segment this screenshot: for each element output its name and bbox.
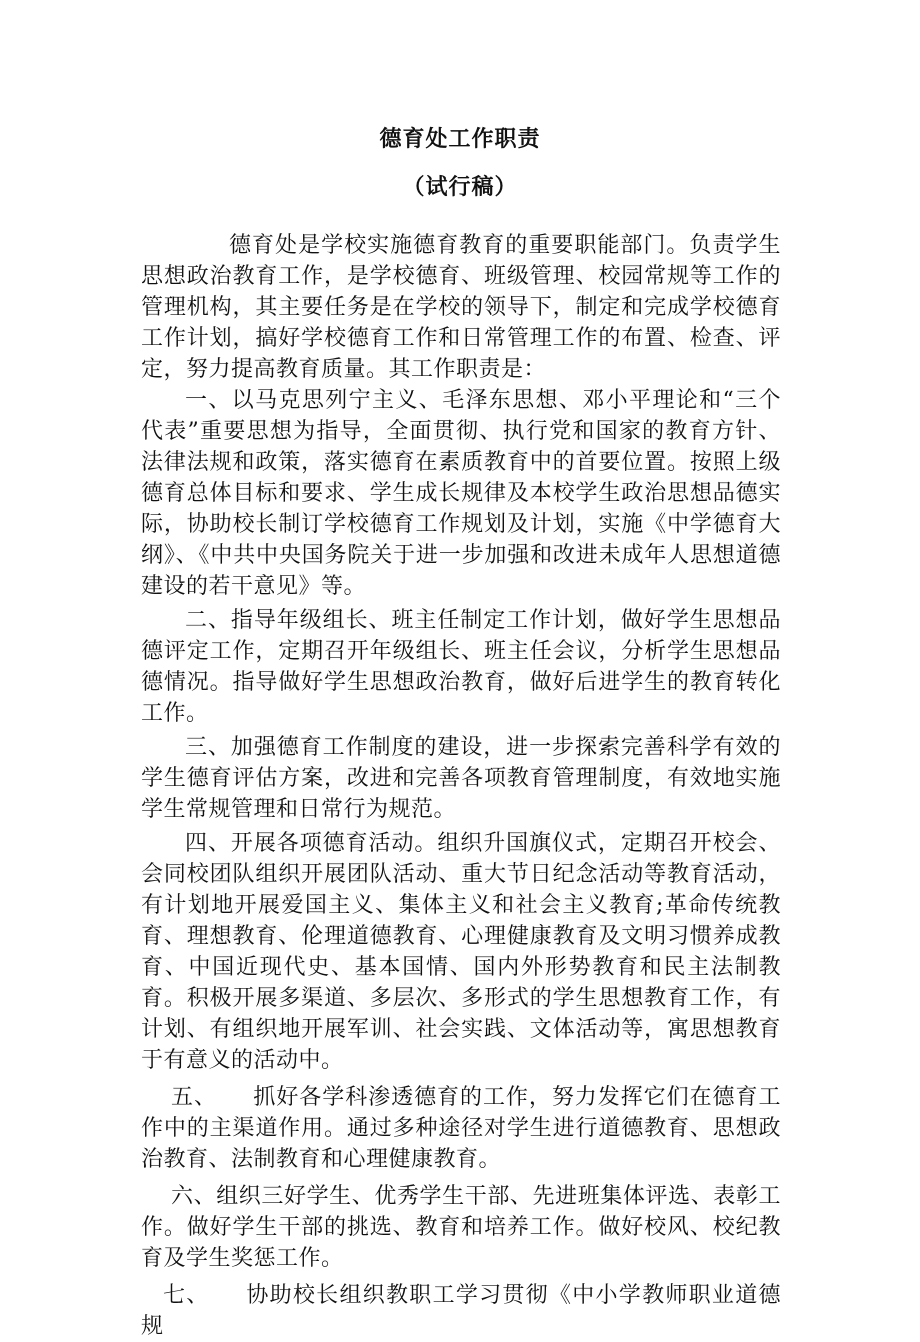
duty-item-5-number: 五、 [171,1085,217,1110]
document-title: 德育处工作职责 [379,126,541,152]
duty-item-5-text: 抓好各学科渗透德育的工作，努力发挥它们在德育工作中的主渠道作用。通过多种途径对学生进行道德教育、思想政治教育、法制教育和心理健康教育。 [141,1085,781,1172]
document-body [141,230,781,1342]
duty-item-6: 六、组织三好学生、优秀学生干部、先进班集体评选、表彰工作。做好学生干部的挑选、教育和培养工作。做好校风、校纪教育及学生奖惩工作。 [141,1184,781,1271]
duty-item-7 [141,1280,781,1342]
duty-item-1: 一、以马克思列宁主义、毛泽东思想、邓小平理论和“三个代表”重要思想为指导，全面贯彻、执行党和国家的教育方针、法律法规和政策，落实德育在素质教育中的首要位置。按照上级德育总体目标和要求、学生成长规律及本校学生政治思想品德实际，协助校长制订学校德育工作规划及计划，实施《中学德育大纲》、《中共中央国务院关于进一步加强和改进未成年人思想道德建设的若干意见》等。 [141,388,781,599]
document-subtitle: （试行稿） [402,174,518,200]
duty-item-4: 四、开展各项德育活动。组织升国旗仪式，定期召开校会、会同校团队组织开展团队活动、重大节日纪念活动等教育活动，有计划地开展爱国主义、集体主义和社会主义教育;革命传统教育、理想教育、伦理道德教育、心理健康教育及文明习惯养成教育、中国近现代史、基本国情、国内外形势教育和民主法制教育。积极开展多渠道、多层次、多形式的学生思想教育工作，有计划、有组织地开展军训、社会实践、文体活动等，寓思想教育于有意义的活动中。 [141,831,781,1073]
duty-item-3: 三、加强德育工作制度的建设，进一步探索完善科学有效的学生德育评估方案，改进和完善各项教育管理制度，有效地实施学生常规管理和日常行为规范。 [141,735,781,822]
duty-item-7-text: 协助校长组织教职工学习贯彻《中小学教师职业道德规 [141,1283,781,1339]
duty-item-5 [141,1082,781,1175]
duty-item-7-number: 七、 [163,1283,210,1308]
duty-item-2: 二、指导年级组长、班主任制定工作计划，做好学生思想品德评定工作，定期召开年级组长、班主任会议，分析学生思想品德情况。指导做好学生思想政治教育，做好后进学生的教育转化工作。 [141,608,781,726]
intro-paragraph: 德育处是学校实施德育教育的重要职能部门。负责学生思想政治教育工作，是学校德育、班级管理、校园常规等工作的管理机构，其主要任务是在学校的领导下，制定和完成学校德育工作计划，搞好学校德育工作和日常管理工作的布置、检查、评定，努力提高教育质量。其工作职责是： [141,233,781,382]
